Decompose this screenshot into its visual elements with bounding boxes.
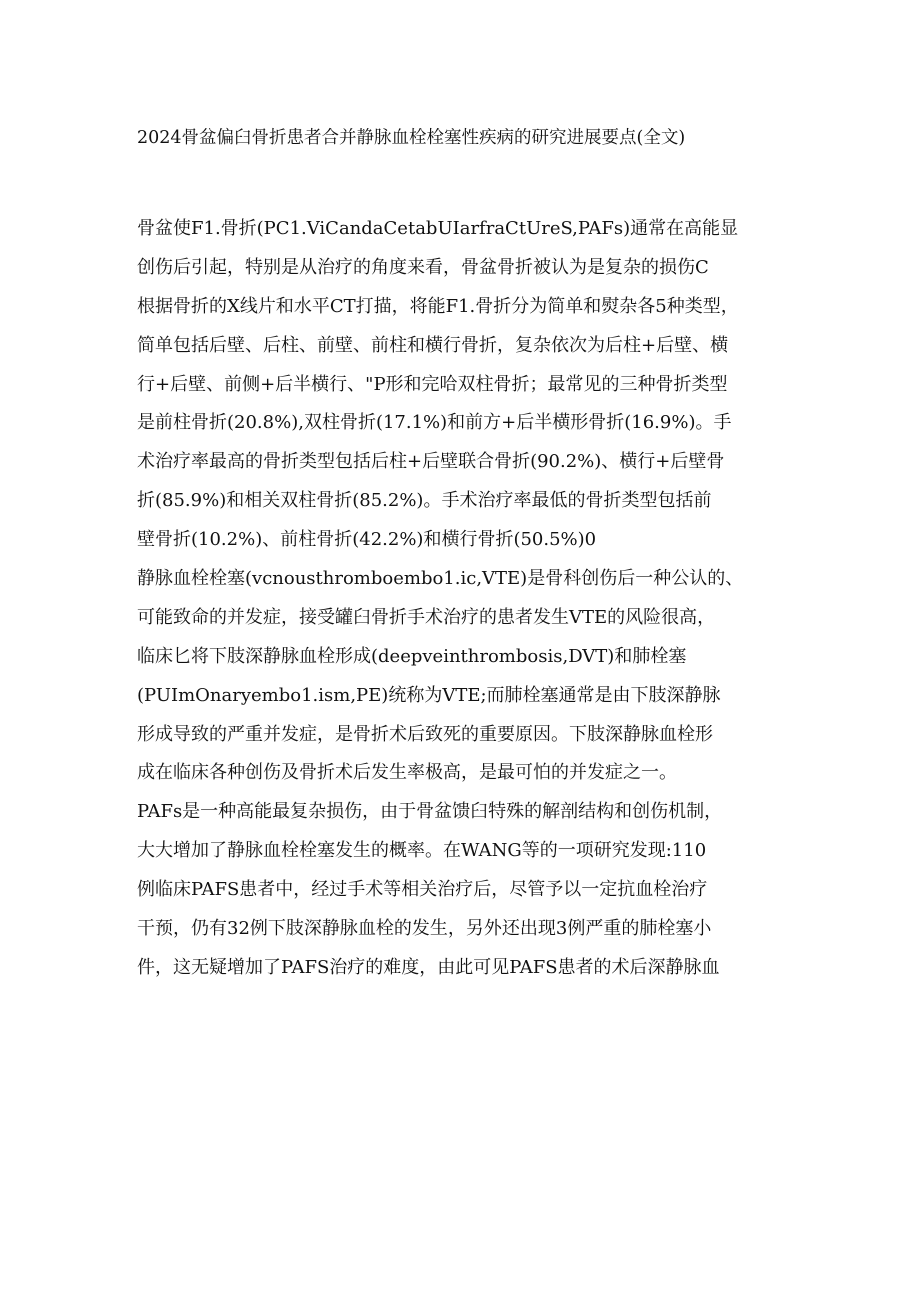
text-line: 件，这无疑增加了PAFS治疗的难度，由此可见PAFS患者的术后深静脉血 xyxy=(137,956,720,978)
text-line: 骨盆使F1.骨折(PC1.ViCandaCetabUIarfraCtUreS,PAFs)通常在高能显 xyxy=(137,218,739,239)
text-line: 根据骨折的X线片和水平CT打描，将能F1.骨折分为简单和熨杂各5种类型， xyxy=(137,295,739,317)
text-line: 成在临床各种创伤及骨折术后发生率极高，是最可怕的并发症之一。 xyxy=(137,762,677,784)
text-line: 术治疗率最高的骨折类型包括后柱+后壁联合骨折(90.2%)、横行+后壁骨 xyxy=(137,451,725,473)
text-line: 临床匕将下肢深静脉血栓形成(deepveinthrombosis,DVT)和肺栓塞 xyxy=(137,645,687,667)
document-title: 2024骨盆偏臼骨折患者合并静脉血栓栓塞性疾病的研究进展要点(全文) xyxy=(137,128,686,148)
text-line: 可能致命的并发症，接受罐臼骨折手术治疗的患者发生VTE的风险很高， xyxy=(137,606,716,628)
text-line: 是前柱骨折(20.8%),双柱骨折(17.1%)和前方+后半横形骨折(16.9%)。手 xyxy=(137,412,732,434)
text-line: 例临床PAFS患者中，经过手术等相关治疗后，尽管予以一定抗血栓治疗 xyxy=(137,879,708,901)
text-line: 创伤后引起，特别是从治疗的角度来看，骨盆骨折被认为是复杂的损伤C xyxy=(137,256,709,278)
document-body xyxy=(137,210,797,988)
text-line: 大大增加了静脉血栓栓塞发生的概率。在WANG等的一项研究发现:110 xyxy=(137,840,707,862)
text-line: 简单包括后壁、后柱、前壁、前柱和横行骨折，复杂依次为后柱+后壁、横 xyxy=(137,334,729,356)
text-line: 干预，仍有32例下肢深静脉血栓的发生，另外还出现3例严重的肺栓塞小 xyxy=(137,918,712,940)
text-line: (PUImOnaryembo1.ism,PE)统称为VTE;而肺栓塞通常是由下肢深静脉 xyxy=(137,684,721,706)
paragraph-1 xyxy=(137,210,797,560)
text-line: 形成导致的严重并发症，是骨折术后致死的重要原因。下肢深静脉血栓形 xyxy=(137,723,713,745)
text-line: 行+后壁、前侧+后半横行、"P形和完哈双柱骨折；最常见的三种骨折类型 xyxy=(137,373,728,395)
text-line: 折(85.9%)和相关双柱骨折(85.2%)。手术治疗率最低的骨折类型包括前 xyxy=(137,490,712,512)
paragraph-3 xyxy=(137,793,797,987)
text-line: 静脉血栓栓塞(vcnousthromboembo1.ic,VTE)是骨科创伤后一种公认的、 xyxy=(137,568,744,590)
text-line: PAFs是一种高能最复杂损伤，由于骨盆馈臼特殊的解剖结构和创伤机制， xyxy=(137,801,723,823)
paragraph-2 xyxy=(137,560,797,793)
text-line: 壁骨折(10.2%)、前柱骨折(42.2%)和横行骨折(50.5%)0 xyxy=(137,529,597,551)
